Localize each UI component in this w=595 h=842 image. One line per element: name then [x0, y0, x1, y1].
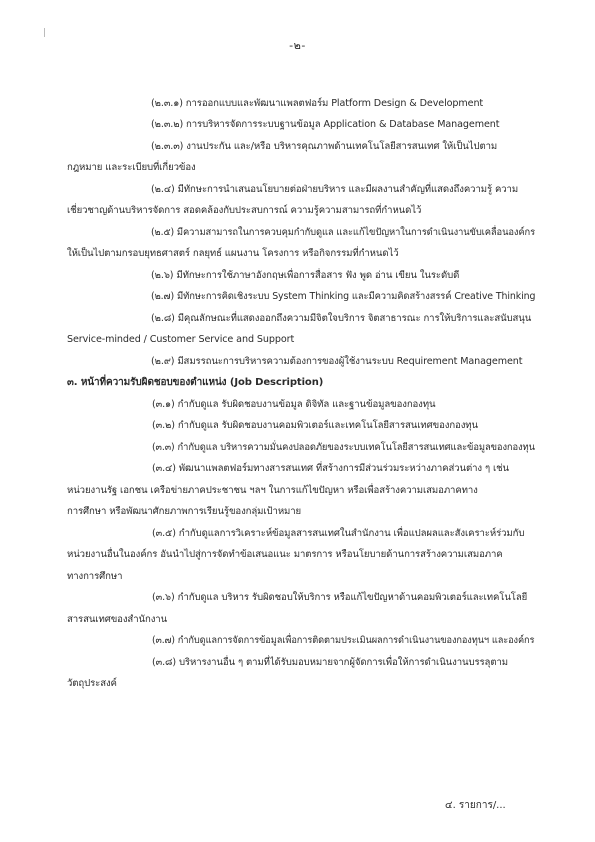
item-2-6: (๒.๖) มีทักษะการใช้ภาษาอังกฤษเพื่อการสื่อสาร ฟัง พูด อ่าน เขียน ในระดับดี — [151, 270, 460, 281]
item-3-5-cont1: หน่วยงานอื่นในองค์กร อันนำไปสู่การจัดทำข้อเสนอแนะ มาตรการ หรือนโยบายด้านการสร้างความเสมอภาค — [67, 549, 503, 560]
item-3-4-cont2: การศึกษา หรือพัฒนาศักยภาพการเรียนรู้ของกลุ่มเป้าหมาย — [67, 506, 302, 517]
page-number: -๒- — [289, 39, 306, 52]
item-2-7: (๒.๗) มีทักษะการคิดเชิงระบบ System Thinking และมีความคิดสร้างสรรค์ Creative Thinking — [151, 291, 536, 302]
item-3-8-cont: วัตถุประสงค์ — [67, 678, 117, 689]
item-3-4-cont1: หน่วยงานรัฐ เอกชน เครือข่ายภาคประชาชน ฯลฯ ในการแก้ไขปัญหา หรือเพื่อสร้างความเสมอภาคทาง — [67, 485, 478, 496]
item-2-5-cont: ให้เป็นไปตามกรอบยุทธศาสตร์ กลยุทธ์ แผนงาน โครงการ หรือกิจกรรมที่กำหนดไว้ — [67, 248, 399, 259]
item-3-5: (๓.๕) กำกับดูแลการวิเคราะห์ข้อมูลสารสนเทศในสำนักงาน เพื่อแปลผลและสังเคราะห์ร่วมกับ — [152, 528, 525, 539]
item-3-4: (๓.๔) พัฒนาแพลตฟอร์มทางสารสนเทศ ที่สร้างการมีส่วนร่วมระหว่างภาคส่วนต่าง ๆ เช่น — [152, 463, 509, 474]
item-3-3: (๓.๓) กำกับดูแล บริหารความมั่นคงปลอดภัยของระบบเทคโนโลยีสารสนเทศและข้อมูลของกองทุน — [152, 442, 535, 453]
item-3-8: (๓.๘) บริหารงานอื่น ๆ ตามที่ได้รับมอบหมายจากผู้จัดการเพื่อให้การดำเนินงานบรรลุตาม — [152, 657, 508, 668]
item-2-8-cont: Service-minded / Customer Service and Support — [67, 334, 295, 345]
item-3-5-cont2: ทางการศึกษา — [67, 571, 123, 582]
item-2-3-2: (๒.๓.๒) การบริหารจัดการระบบฐานข้อมูล Application & Database Management — [151, 119, 500, 130]
item-2-8: (๒.๘) มีคุณลักษณะที่แสดงออกถึงความมีจิตใจบริการ จิตสาธารณะ การให้บริการและสนับสนุน — [151, 313, 532, 324]
item-2-9: (๒.๙) มีสมรรถนะการบริหารความต้องการของผู้ใช้งานระบบ Requirement Management — [151, 356, 523, 367]
item-3-1: (๓.๑) กำกับดูแล รับผิดชอบงานข้อมูล ดิจิทัล และฐานข้อมูลของกองทุน — [152, 399, 436, 410]
item-2-3-3: (๒.๓.๓) งานประกัน และ/หรือ บริหารคุณภาพด้านเทคโนโลยีสารสนเทศ ให้เป็นไปตาม — [151, 141, 498, 152]
item-3-7: (๓.๗) กำกับดูแลการจัดการข้อมูลเพื่อการติดตามประเมินผลการดำเนินงานของกองทุนฯ และองค์กร — [152, 635, 535, 646]
item-2-5: (๒.๕) มีความสามารถในการควบคุมกำกับดูแล และแก้ไขปัญหาในการดำเนินงานขับเคลื่อนองค์กร — [151, 227, 536, 238]
item-2-3-3-cont: กฎหมาย และระเบียบที่เกี่ยวข้อง — [67, 162, 196, 173]
item-3-6-cont: สารสนเทศของสำนักงาน — [67, 614, 168, 625]
item-3-2: (๓.๒) กำกับดูแล รับผิดชอบงานคอมพิวเตอร์และเทคโนโลยีสารสนเทศของกองทุน — [152, 420, 478, 431]
item-2-4: (๒.๔) มีทักษะการนำเสนอนโยบายต่อฝ่ายบริหาร และมีผลงานสำคัญที่แสดงถึงความรู้ ความ — [151, 184, 519, 195]
item-2-4-cont: เชี่ยวชาญด้านบริหารจัดการ สอดคล้องกับประสบการณ์ ความรู้ความสามารถที่กำหนดไว้ — [67, 205, 422, 216]
item-2-3-1: (๒.๓.๑) การออกแบบและพัฒนาแพลตฟอร์ม Platform Design & Development — [151, 98, 484, 109]
item-3-6: (๓.๖) กำกับดูแล บริหาร รับผิดชอบให้บริการ หรือแก้ไขปัญหาด้านคอมพิวเตอร์และเทคโนโลยี — [152, 592, 528, 603]
section-3-heading: ๓. หน้าที่ความรับผิดชอบของตำแหน่ง (Job Description) — [67, 377, 324, 388]
continuation-footer: ๔. รายการ/... — [445, 800, 506, 811]
